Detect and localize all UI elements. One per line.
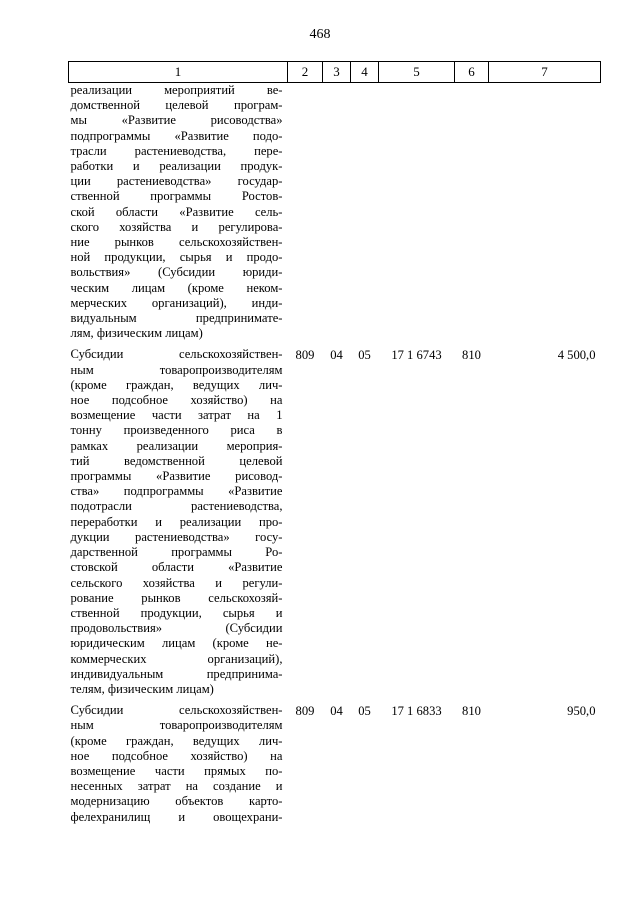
header-row: [69, 62, 601, 83]
description-line: юридическим лицам (кроме не-: [70, 636, 283, 651]
row-code-3: 04: [330, 704, 343, 719]
description-line: ное подсобное хозяйство) на: [70, 393, 283, 408]
row-code-2: 809: [295, 704, 315, 719]
description-line: подотрасли растениеводства,: [70, 499, 283, 514]
description-line: ского хозяйства и регулирова-: [70, 219, 283, 234]
description-line: возмещение части прямых по-: [70, 763, 283, 778]
row-code-4: [351, 83, 379, 348]
description-line: стовской области «Развитие: [70, 560, 283, 575]
description-line: рование рынков сельскохозяй-: [70, 590, 283, 605]
row-amount: 950,0: [567, 704, 596, 719]
header-col-1: 1: [69, 62, 288, 83]
row-amount: [489, 83, 601, 348]
description-line: работки и реализации продук-: [70, 159, 283, 174]
description-line: фелехранилищ и овощехрани-: [70, 809, 283, 824]
description-line: переработки и реализации про-: [70, 514, 283, 529]
header-col-3: 3: [323, 62, 351, 83]
row-code-3: [323, 83, 351, 348]
description-line: несенных затрат на создание и: [70, 779, 283, 794]
header-col-4: 4: [351, 62, 379, 83]
table-row: [69, 347, 601, 703]
description-line: модернизацию объектов карто-: [70, 794, 283, 809]
description-line: дарственной программы Ро-: [70, 545, 283, 560]
description-line: ственной программы Ростов-: [70, 189, 283, 204]
row-description: [69, 703, 288, 825]
row-code-4: 05: [358, 348, 371, 363]
description-line: индивидуальным предпринима-: [70, 666, 283, 681]
description-line: реализации мероприятий ве-: [70, 83, 283, 97]
description-line: мы «Развитие рисоводства»: [70, 113, 283, 128]
header-col-7: 7: [489, 62, 601, 83]
row-description: [69, 83, 288, 348]
description-line: коммерческих организаций),: [70, 651, 283, 666]
description-line: ное подсобное хозяйство) на: [70, 748, 283, 763]
description-line: ным товаропроизводителям: [70, 362, 283, 377]
budget-table: [68, 61, 601, 825]
row-code-3: 04: [330, 348, 343, 363]
description-line: ской области «Развитие сель-: [70, 204, 283, 219]
description-line: (кроме граждан, ведущих лич-: [70, 377, 283, 392]
description-line: вольствия» (Субсидии юриди-: [70, 265, 283, 280]
row-code-6: [455, 83, 489, 348]
description-line: Субсидии сельскохозяйствен-: [70, 347, 283, 362]
description-line: дукции растениеводства» госу-: [70, 529, 283, 544]
description-line: продовольствия» (Субсидии: [70, 621, 283, 636]
description-line: (кроме граждан, ведущих лич-: [70, 733, 283, 748]
header-col-5: 5: [379, 62, 455, 83]
table-row: [69, 703, 601, 825]
description-line: тий ведомственной целевой: [70, 453, 283, 468]
row-amount: 4 500,0: [557, 348, 596, 363]
header-col-2: 2: [288, 62, 323, 83]
description-line: домственной целевой програм-: [70, 98, 283, 113]
description-line: Субсидии сельскохозяйствен-: [70, 703, 283, 718]
description-line: мерческих организаций), инди-: [70, 295, 283, 310]
description-line: ческим лицам (кроме неком-: [70, 280, 283, 295]
description-line: ства» подпрограммы «Развитие: [70, 484, 283, 499]
description-line: ной продукции, сырья и продо-: [70, 250, 283, 265]
row-code-5: 17 1 6743: [391, 348, 442, 363]
description-line: трасли растениеводства, пере-: [70, 143, 283, 158]
header-col-6: 6: [455, 62, 489, 83]
description-line: программы «Развитие рисовод-: [70, 469, 283, 484]
row-code-2: [288, 83, 323, 348]
description-line: ции растениеводства» государ-: [70, 174, 283, 189]
description-line: видуальным предпринимате-: [70, 311, 283, 326]
description-line: телям, физическим лицам): [70, 681, 214, 696]
row-code-5: 17 1 6833: [391, 704, 442, 719]
row-code-6: 810: [462, 704, 481, 719]
description-line: подпрограммы «Развитие подо-: [70, 128, 283, 143]
description-line: ственной продукции, сырья и: [70, 605, 283, 620]
description-line: лям, физическим лицам): [70, 326, 203, 341]
description-line: тонну произведенного риса в: [70, 423, 283, 438]
row-code-2: 809: [295, 348, 315, 363]
row-description: [69, 347, 288, 703]
table-header: [69, 62, 601, 83]
page-number: 468: [309, 27, 331, 42]
row-code-4: 05: [358, 704, 371, 719]
row-code-6: 810: [462, 348, 481, 363]
description-line: сельского хозяйства и регули-: [70, 575, 283, 590]
row-code-5: [379, 83, 455, 348]
description-line: ние рынков сельскохозяйствен-: [70, 235, 283, 250]
description-line: возмещение части затрат на 1: [70, 408, 283, 423]
description-line: рамках реализации мероприя-: [70, 438, 283, 453]
table-row: [69, 83, 601, 348]
description-line: ным товаропроизводителям: [70, 718, 283, 733]
